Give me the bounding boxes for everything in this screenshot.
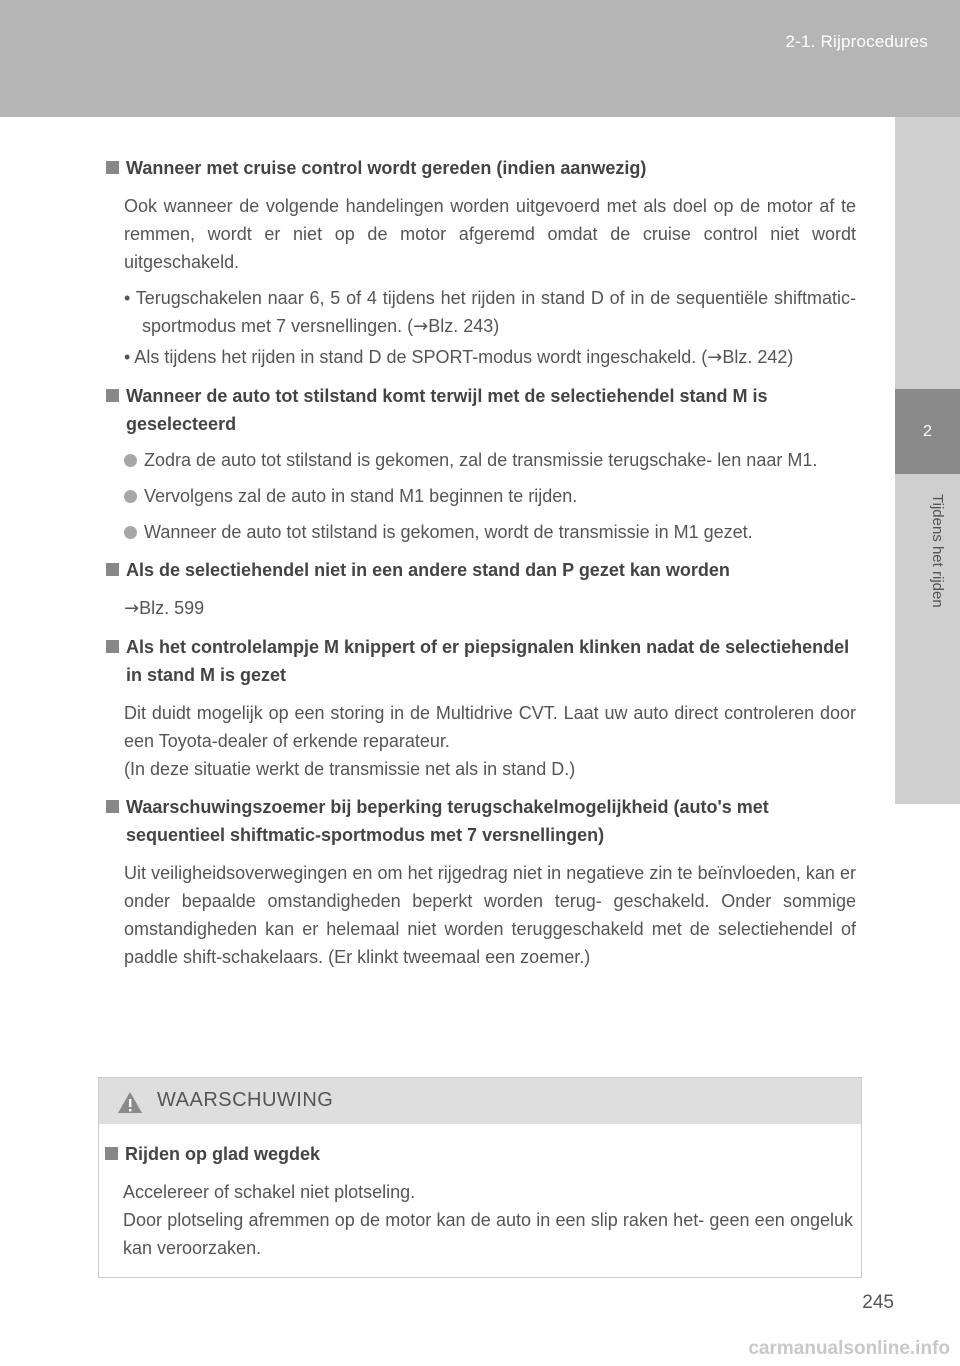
section-text: Uit veiligheidsoverwegingen en om het rijgedrag niet in negatieve zin te beïnvloeden, kan er onder bepaalde omstandigheden beperkt worden terug- geschakeld. Onder sommige omstandigheden kan er helemaal niet worden teruggeschakeld met de selectiehendel of paddle shift-schakelaars. (Er klinkt tweemaal een zoemer.) bbox=[124, 863, 856, 967]
square-bullet-icon bbox=[106, 389, 119, 402]
list-item: Wanneer de auto tot stilstand is gekomen, wordt de transmissie in M1 gezet. bbox=[106, 518, 856, 546]
arrow-right-icon: → bbox=[124, 598, 140, 619]
section-cruise-control bbox=[106, 154, 856, 372]
page-number: 245 bbox=[862, 1292, 894, 1313]
warning-triangle-icon bbox=[117, 1091, 143, 1114]
section-heading: Wanneer met cruise control wordt gereden (indien aanwezig) bbox=[106, 154, 856, 182]
circle-bullet-icon bbox=[124, 526, 137, 539]
section-heading: Als de selectiehendel niet in een andere stand dan P gezet kan worden bbox=[106, 556, 856, 584]
square-bullet-icon bbox=[106, 640, 119, 653]
arrow-right-icon: → bbox=[707, 347, 723, 368]
section-title: 2-1. Rijprocedures bbox=[785, 32, 928, 51]
warning-body bbox=[99, 1124, 861, 1262]
header-band bbox=[0, 0, 960, 117]
square-bullet-icon bbox=[106, 161, 119, 174]
warning-text: Accelereer of schakel niet plotseling. Door plotseling afremmen op de motor kan de auto in een slip raken het- geen een ongeluk kan veroorzaken. bbox=[123, 1182, 853, 1258]
section-heading: Als het controlelampje M knippert of er piepsignalen klinken nadat de selectiehendel in stand M is gezet bbox=[106, 633, 856, 689]
chapter-label-tab bbox=[895, 474, 960, 804]
section-heading: Wanneer de auto tot stilstand komt terwijl met de selectiehendel stand M is geselecteerd bbox=[106, 382, 856, 438]
list-item: • Terugschakelen naar 6, 5 of 4 tijdens het rijden in stand D of in de sequentiële shiftmatic-sportmodus met 7 versnellingen. (→Blz. 243) bbox=[124, 288, 856, 337]
list-item: Zodra de auto tot stilstand is gekomen, zal de transmissie terugschake- len naar M1. bbox=[106, 446, 856, 474]
list-item: Vervolgens zal de auto in stand M1 beginnen te rijden. bbox=[106, 482, 856, 510]
section-text: Dit duidt mogelijk op een storing in de Multidrive CVT. Laat uw auto direct controleren door een Toyota-dealer of erkende reparateur. (In deze situatie werkt de transmissie net als in stand D.) bbox=[124, 703, 856, 779]
warning-heading: Rijden op glad wegdek bbox=[105, 1140, 853, 1168]
side-tab-top bbox=[895, 117, 960, 389]
square-bullet-icon bbox=[106, 800, 119, 813]
circle-bullet-icon bbox=[124, 454, 137, 467]
warning-box bbox=[98, 1077, 862, 1278]
arrow-right-icon: → bbox=[413, 316, 429, 337]
list-item: • Als tijdens het rijden in stand D de SPORT-modus wordt ingeschakeld. (→Blz. 242) bbox=[124, 347, 794, 368]
section-text: Ook wanneer de volgende handelingen worden uitgevoerd met als doel op de motor af te remmen, wordt er niet op de motor afgeremd omdat de cruise control niet wordt uitgeschakeld. bbox=[124, 196, 856, 272]
chapter-label: Tijdens het rijden bbox=[929, 494, 946, 608]
page-content bbox=[106, 154, 856, 981]
chapter-number-tab: 2 bbox=[895, 389, 960, 474]
section-indicator-m bbox=[106, 633, 856, 783]
watermark: carmanualsonline.info bbox=[748, 1338, 950, 1359]
section-standstill-m bbox=[106, 382, 856, 546]
square-bullet-icon bbox=[105, 1147, 118, 1160]
circle-bullet-icon bbox=[124, 490, 137, 503]
section-selector-p bbox=[106, 556, 856, 623]
warning-title: WAARSCHUWING bbox=[157, 1089, 334, 1111]
square-bullet-icon bbox=[106, 563, 119, 576]
section-reference: →Blz. 599 bbox=[124, 598, 205, 619]
section-warning-buzzer bbox=[106, 793, 856, 971]
warning-header bbox=[99, 1078, 861, 1124]
section-heading: Waarschuwingszoemer bij beperking terugschakelmogelijkheid (auto's met sequentieel shiftmatic-sportmodus met 7 versnellingen) bbox=[106, 793, 856, 849]
